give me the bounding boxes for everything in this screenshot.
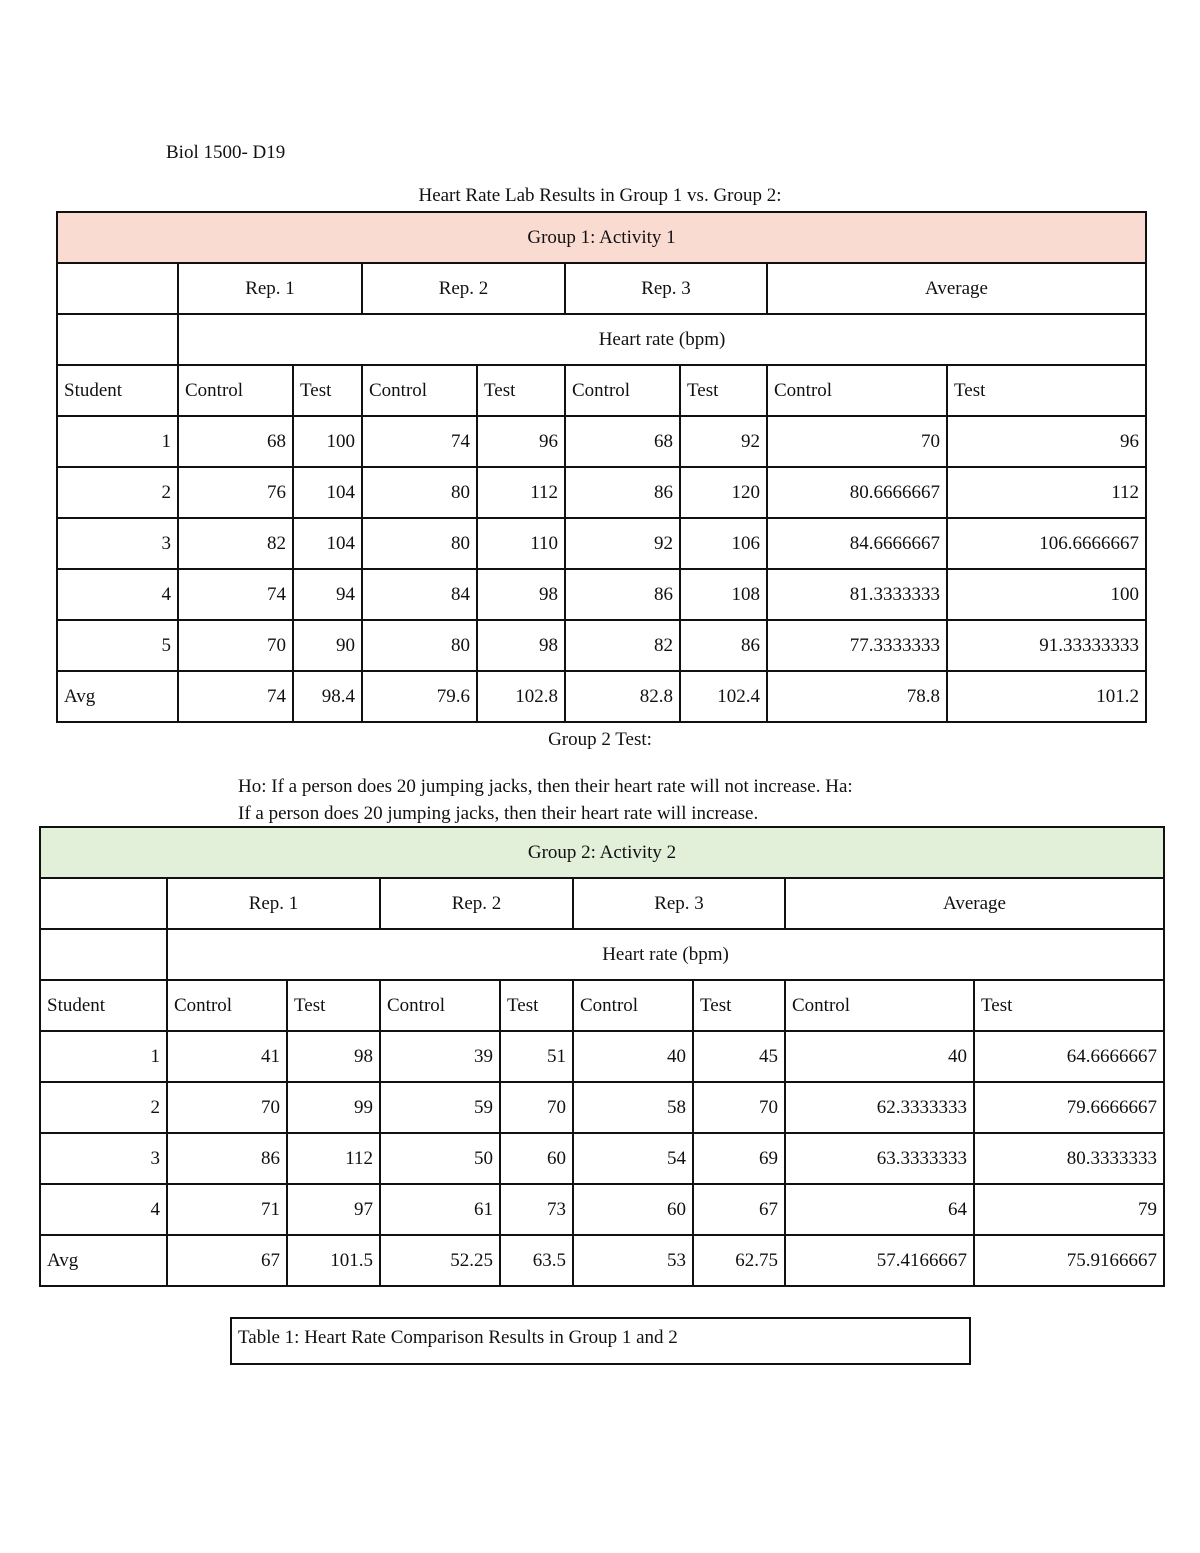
header-row [40,827,1164,878]
row-label: Avg [57,671,178,722]
data-cell: 80 [362,467,477,518]
table-caption: Table 1: Heart Rate Comparison Results in Group 1 and 2 [230,1317,971,1365]
hypothesis-text [238,773,998,827]
data-cell: 79.6666667 [974,1082,1164,1133]
column-header: Control [380,980,500,1031]
data-cell: 68 [178,416,293,467]
data-cell: 62.75 [693,1235,785,1286]
data-cell: 86 [680,620,767,671]
rep-header: Rep. 3 [565,263,767,314]
group1-table-body [57,212,1146,722]
data-cell: 63.5 [500,1235,573,1286]
data-cell: 67 [693,1184,785,1235]
data-cell: 64 [785,1184,974,1235]
row-label: 4 [40,1184,167,1235]
data-cell: 78.8 [767,671,947,722]
rep-header: Rep. 2 [380,878,573,929]
table-row [57,467,1146,518]
data-cell: 101.2 [947,671,1146,722]
data-cell: 101.5 [287,1235,380,1286]
data-cell: 102.8 [477,671,565,722]
group2-table [39,826,1165,1287]
column-header: Control [178,365,293,416]
unit-row [40,929,1164,980]
data-cell: 82.8 [565,671,680,722]
row-label: 5 [57,620,178,671]
data-cell: 51 [500,1031,573,1082]
data-cell: 50 [380,1133,500,1184]
data-cell: 97 [287,1184,380,1235]
data-cell: 67 [167,1235,287,1286]
data-cell: 41 [167,1031,287,1082]
column-header: Test [693,980,785,1031]
data-cell: 86 [565,467,680,518]
data-cell: 82 [178,518,293,569]
hypothesis-line-1: Ho: If a person does 20 jumping jacks, then their heart rate will not increase. Ha: [238,776,853,797]
unit-row [57,314,1146,365]
rep-header: Rep. 1 [178,263,362,314]
table-row [57,518,1146,569]
rep-row [57,263,1146,314]
data-cell: 98 [287,1031,380,1082]
column-header: Student [40,980,167,1031]
column-header: Test [287,980,380,1031]
data-cell: 81.3333333 [767,569,947,620]
data-cell: 104 [293,467,362,518]
rep-header: Average [767,263,1146,314]
data-cell: 58 [573,1082,693,1133]
data-cell: 64.6666667 [974,1031,1164,1082]
data-cell: 120 [680,467,767,518]
data-cell: 98.4 [293,671,362,722]
data-cell: 80.3333333 [974,1133,1164,1184]
data-cell: 70 [500,1082,573,1133]
data-cell: 80 [362,518,477,569]
row-label: 2 [57,467,178,518]
course-code: Biol 1500- D19 [166,142,286,163]
rep-row [40,878,1164,929]
data-cell: 76 [178,467,293,518]
empty-cell [57,263,178,314]
table-row [40,1031,1164,1082]
data-cell: 110 [477,518,565,569]
table-row [40,1184,1164,1235]
column-header: Test [500,980,573,1031]
data-cell: 73 [500,1184,573,1235]
data-cell: 92 [680,416,767,467]
data-cell: 96 [947,416,1146,467]
data-cell: 108 [680,569,767,620]
table-row [40,1082,1164,1133]
column-header: Control [573,980,693,1031]
column-header: Control [785,980,974,1031]
empty-cell [57,314,178,365]
column-header: Student [57,365,178,416]
data-cell: 68 [565,416,680,467]
data-cell: 96 [477,416,565,467]
data-cell: 60 [573,1184,693,1235]
data-cell: 98 [477,620,565,671]
data-cell: 74 [178,671,293,722]
column-header: Test [947,365,1146,416]
data-cell: 53 [573,1235,693,1286]
unit-header: Heart rate (bpm) [167,929,1164,980]
row-label: 2 [40,1082,167,1133]
row-label: 1 [40,1031,167,1082]
data-cell: 70 [178,620,293,671]
data-cell: 59 [380,1082,500,1133]
group1-table [56,211,1147,723]
table-row [57,620,1146,671]
rep-header: Rep. 3 [573,878,785,929]
data-cell: 39 [380,1031,500,1082]
column-header: Control [767,365,947,416]
column-row [57,365,1146,416]
data-cell: 79.6 [362,671,477,722]
data-cell: 100 [947,569,1146,620]
data-cell: 80 [362,620,477,671]
rep-header: Rep. 1 [167,878,380,929]
data-cell: 106 [680,518,767,569]
data-cell: 90 [293,620,362,671]
unit-header: Heart rate (bpm) [178,314,1146,365]
table-header: Group 2: Activity 2 [40,827,1164,878]
column-header: Control [167,980,287,1031]
data-cell: 112 [477,467,565,518]
row-label: 3 [40,1133,167,1184]
row-label: 3 [57,518,178,569]
data-cell: 74 [178,569,293,620]
column-header: Test [293,365,362,416]
data-cell: 112 [287,1133,380,1184]
row-label: 1 [57,416,178,467]
data-cell: 84.6666667 [767,518,947,569]
data-cell: 40 [573,1031,693,1082]
data-cell: 99 [287,1082,380,1133]
data-cell: 40 [785,1031,974,1082]
data-cell: 86 [167,1133,287,1184]
data-cell: 75.9166667 [974,1235,1164,1286]
data-cell: 100 [293,416,362,467]
data-cell: 92 [565,518,680,569]
data-cell: 57.4166667 [785,1235,974,1286]
data-cell: 91.33333333 [947,620,1146,671]
data-cell: 84 [362,569,477,620]
data-cell: 70 [167,1082,287,1133]
table-row [57,671,1146,722]
data-cell: 62.3333333 [785,1082,974,1133]
table-header: Group 1: Activity 1 [57,212,1146,263]
column-header: Control [362,365,477,416]
row-label: Avg [40,1235,167,1286]
data-cell: 69 [693,1133,785,1184]
column-header: Test [477,365,565,416]
data-cell: 52.25 [380,1235,500,1286]
data-cell: 63.3333333 [785,1133,974,1184]
data-cell: 74 [362,416,477,467]
column-header: Test [974,980,1164,1031]
empty-cell [40,878,167,929]
table-row [57,569,1146,620]
row-label: 4 [57,569,178,620]
data-cell: 70 [693,1082,785,1133]
data-cell: 86 [565,569,680,620]
data-cell: 70 [767,416,947,467]
data-cell: 54 [573,1133,693,1184]
table-row [57,416,1146,467]
data-cell: 60 [500,1133,573,1184]
column-header: Control [565,365,680,416]
rep-header: Rep. 2 [362,263,565,314]
header-row [57,212,1146,263]
data-cell: 82 [565,620,680,671]
data-cell: 94 [293,569,362,620]
column-row [40,980,1164,1031]
data-cell: 98 [477,569,565,620]
document-title: Heart Rate Lab Results in Group 1 vs. Group 2: [418,185,782,206]
data-cell: 61 [380,1184,500,1235]
data-cell: 80.6666667 [767,467,947,518]
data-cell: 112 [947,467,1146,518]
table-row [40,1235,1164,1286]
data-cell: 77.3333333 [767,620,947,671]
group2-table-body [40,827,1164,1286]
group2-test-label: Group 2 Test: [548,729,652,750]
data-cell: 71 [167,1184,287,1235]
empty-cell [40,929,167,980]
data-cell: 104 [293,518,362,569]
data-cell: 102.4 [680,671,767,722]
data-cell: 45 [693,1031,785,1082]
data-cell: 79 [974,1184,1164,1235]
data-cell: 106.6666667 [947,518,1146,569]
column-header: Test [680,365,767,416]
table-row [40,1133,1164,1184]
rep-header: Average [785,878,1164,929]
hypothesis-line-2: If a person does 20 jumping jacks, then their heart rate will increase. [238,803,759,824]
